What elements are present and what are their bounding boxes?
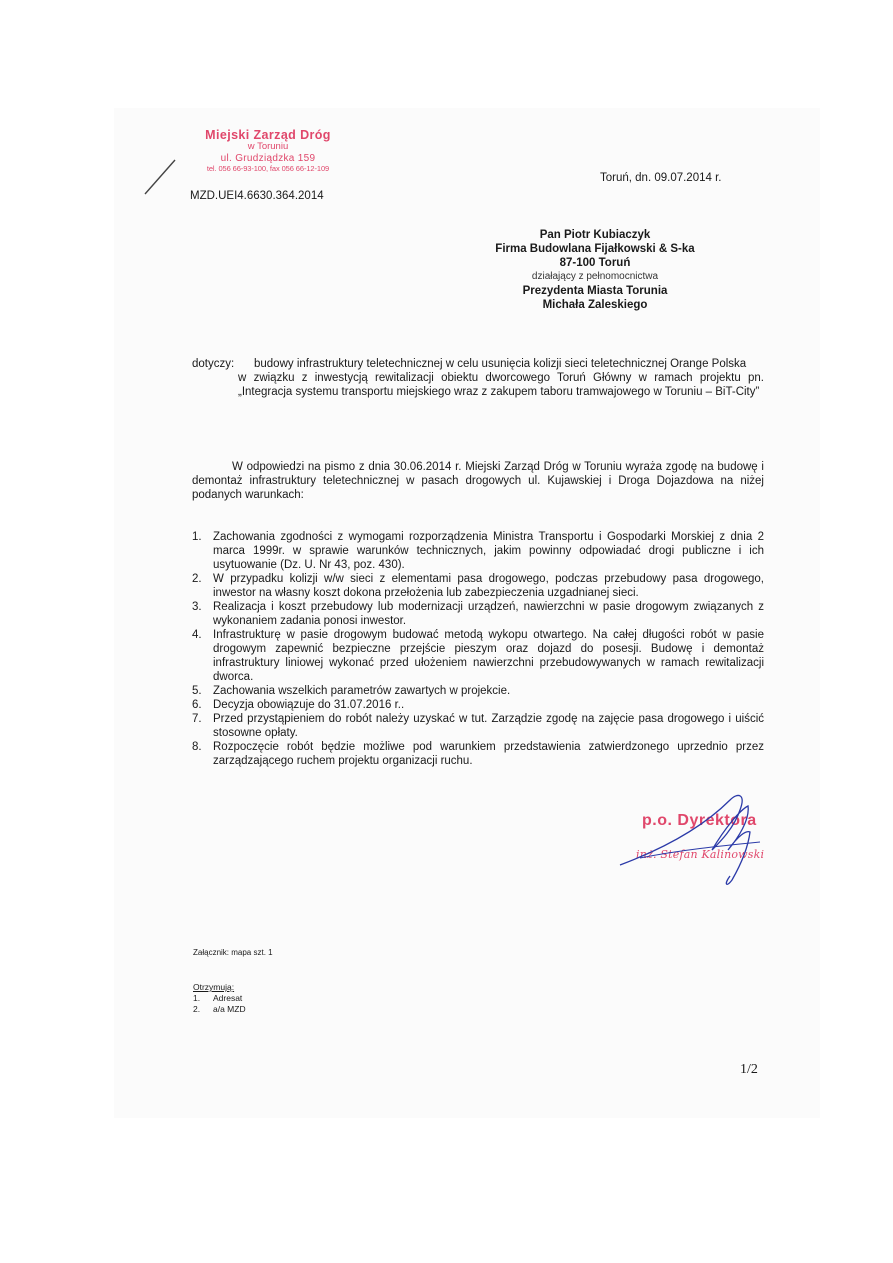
recipients-list <box>193 982 246 1015</box>
subject-label: dotyczy: <box>192 358 235 370</box>
recipient-principal-name: Michała Zaleskiego <box>542 299 648 311</box>
recipient-block <box>440 228 750 312</box>
condition-number: 5. <box>192 685 202 697</box>
condition-text: Realizacja i koszt przebudowy lub modernizacji urządzeń, nawierzchni w pasie drogowym związanych z wykonaniem zadania ponosi inwestor. <box>213 601 764 627</box>
page-number: 1/2 <box>740 1062 758 1077</box>
recipient-name: Pan Piotr Kubiaczyk <box>539 229 651 241</box>
reference-number: MZD.UEI4.6630.364.2014 <box>190 190 324 202</box>
condition-text: Zachowania zgodności z wymogami rozporządzenia Ministra Transportu i Gospodarki Morskiej z dnia 2 marca 1999r. w sprawie warunków technicznych, jakim powinny odpowiadać drogi publiczne i ich usytuowanie (Dz. U. Nr 43, poz. 430). <box>213 531 764 571</box>
recipient-principal-title: Prezydenta Miasta Torunia <box>522 285 668 297</box>
attachment-note: Załącznik: mapa szt. 1 <box>193 948 273 957</box>
recipient-row-number: 1. <box>193 993 201 1003</box>
recipient-row <box>193 993 246 1004</box>
condition-item <box>192 600 764 628</box>
subject-block <box>192 357 764 399</box>
condition-text: Zachowania wszelkich parametrów zawartych w projekcie. <box>213 685 511 697</box>
condition-number: 7. <box>192 713 202 725</box>
condition-number: 4. <box>192 629 202 641</box>
recipients-heading: Otrzymują: <box>193 982 235 992</box>
condition-text: Decyzja obowiązuje do 31.07.2016 r.. <box>213 699 405 711</box>
signatory-name: inż. Stefan Kalinowski <box>636 848 765 861</box>
condition-number: 8. <box>192 741 202 753</box>
stamp-org: Miejski Zarząd Dróg <box>205 128 331 142</box>
letter-date: Toruń, dn. 09.07.2014 r. <box>600 172 722 184</box>
condition-text: W przypadku kolizji w/w sieci z elementami pasa drogowego, podczas przebudowy pasa drogowego, inwestor na własny koszt dokona przełożenia lub zabezpieczenia uzgadnianej sieci. <box>213 573 764 599</box>
condition-item <box>192 684 764 698</box>
subject-continuation: w związku z inwestycją rewitalizacji obiektu dworcowego Toruń Główny w ramach projektu pn. „Integracja systemu transportu miejskiego wraz z zakupem taboru tramwajowego w Toruniu – BiT-City” <box>238 372 764 398</box>
organization-stamp <box>193 128 343 173</box>
condition-item <box>192 628 764 684</box>
condition-text: Rozpoczęcie robót będzie możliwe pod warunkiem przedstawienia zatwierdzonego uprzednio przez zarządzającego ruchem projektu organizacji ruchu. <box>213 741 764 767</box>
recipient-acting: działający z pełnomocnictwa <box>531 271 659 282</box>
condition-number: 3. <box>192 601 202 613</box>
recipient-row-text: Adresat <box>213 993 243 1003</box>
recipient-company: Firma Budowlana Fijałkowski & S-ka <box>495 243 695 255</box>
condition-text: Przed przystąpieniem do robót należy uzyskać w tut. Zarządzie zgodę na zajęcie pasa drogowego i uiścić stosowne opłaty. <box>213 713 764 739</box>
pen-slash-mark <box>142 158 178 198</box>
signature-block <box>600 780 800 900</box>
recipient-row-text: a/a MZD <box>213 1004 246 1014</box>
stamp-phones: tel. 056 66-93-100, fax 056 66-12-109 <box>206 163 330 173</box>
condition-text: Infrastrukturę w pasie drogowym budować metodą wykopu otwartego. Na całej długości robót w pasie drogowym zapewnić bezpieczne przejście pieszym oraz dojazd do posesji. Budowę i demontaż infrastruktury liniowej wykonać przed ułożeniem nawierzchni przebudowywanych w ramach rewitalizacji dworca. <box>213 629 764 683</box>
condition-item <box>192 572 764 600</box>
intro-paragraph: W odpowiedzi na pismo z dnia 30.06.2014 r. Miejski Zarząd Dróg w Toruniu wyraża zgodę na budowę i demontaż infrastruktury teletechnicznej w pasach drogowych ul. Kujawskiej i Droga Dojazdowa na niżej podanych warunkach: <box>192 461 764 501</box>
conditions-list <box>192 530 764 768</box>
stamp-street: ul. Grudziądzka 159 <box>220 153 316 165</box>
condition-item <box>192 530 764 572</box>
condition-number: 2. <box>192 573 202 585</box>
stamp-city: w Toruniu <box>247 141 289 153</box>
condition-item <box>192 712 764 740</box>
recipient-row-number: 2. <box>193 1004 201 1014</box>
condition-item <box>192 698 764 712</box>
condition-number: 1. <box>192 531 202 543</box>
recipient-postal: 87-100 Toruń <box>559 257 631 269</box>
condition-number: 6. <box>192 699 202 711</box>
recipient-row <box>193 1004 246 1015</box>
subject-line: budowy infrastruktury teletechnicznej w celu usunięcia kolizji sieci teletechnicznej Orange Polska <box>254 358 747 370</box>
condition-item <box>192 740 764 768</box>
handwritten-signature <box>600 780 800 900</box>
signatory-role: p.o. Dyrektora <box>642 812 757 829</box>
